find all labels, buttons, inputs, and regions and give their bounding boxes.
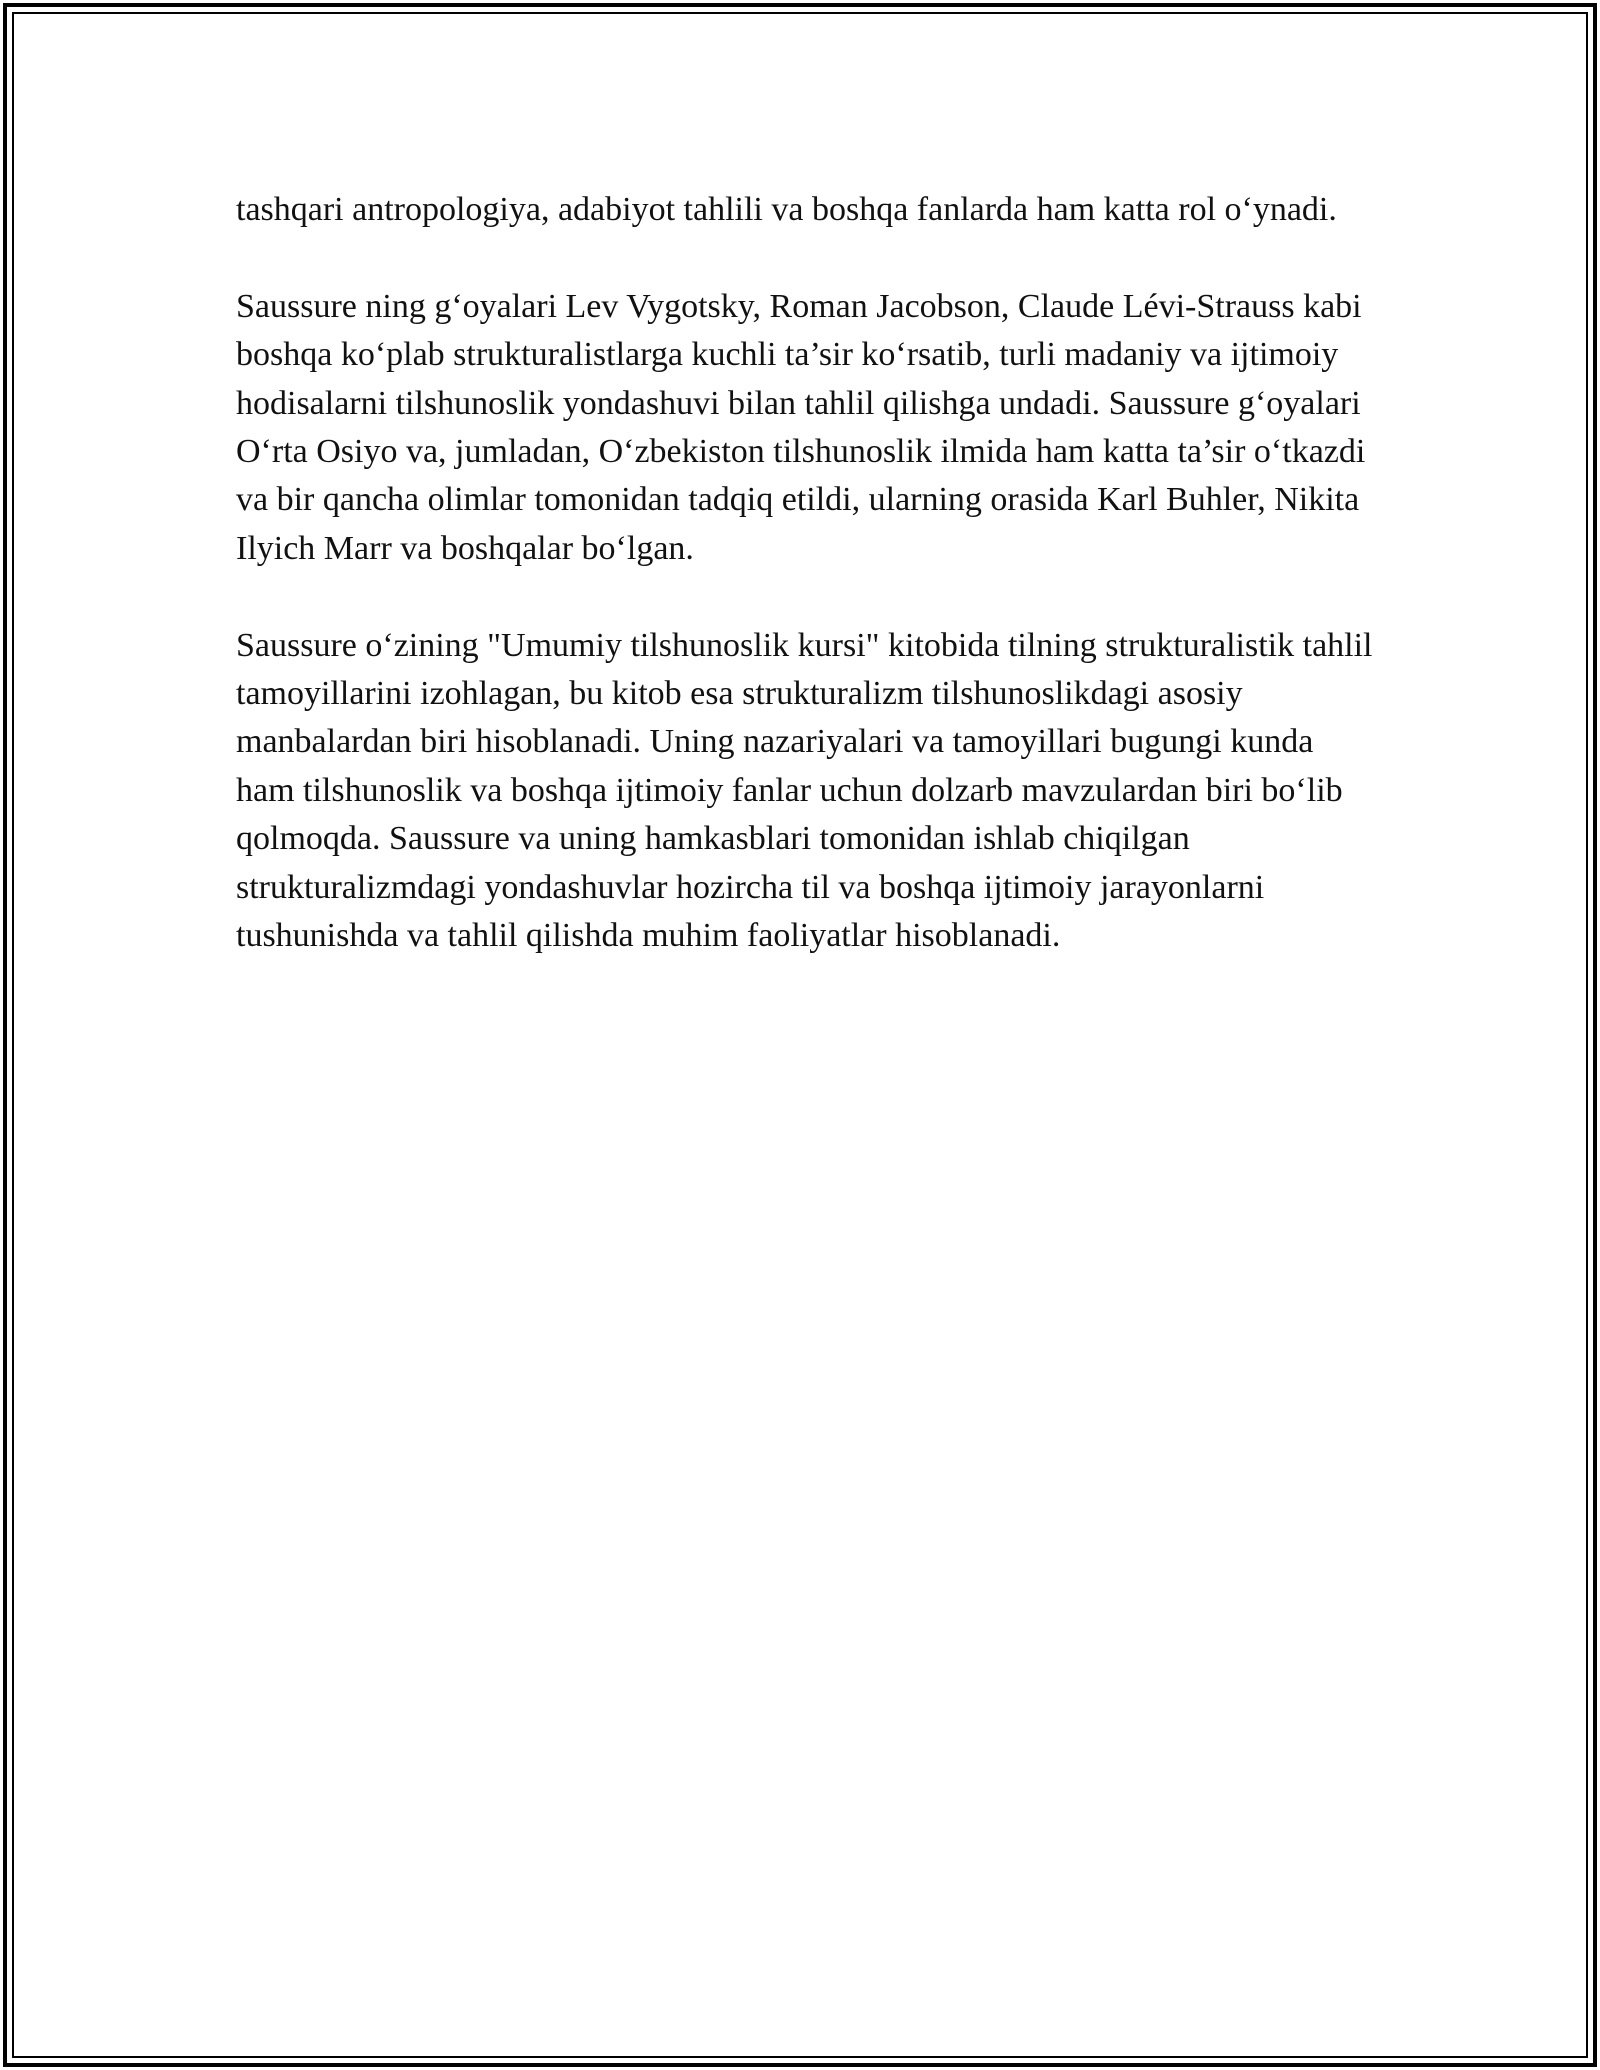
paragraph-3: Saussure o‘zining "Umumiy tilshunoslik kursi" kitobida tilning strukturalistik tahlil tamoyillarini izohlagan, bu kitob esa strukturalizm tilshunoslikdagi asosiy manbalardan biri hisoblanadi. Uning nazariyalari va tamoyillari bugungi kunda ham tilshunoslik va boshqa ijtimoiy fanlar uchun dolzarb mavzulardan biri bo‘lib qolmoqda. Saussure va uning hamkasblari tomonidan ishlab chiqilgan strukturalizmdagi yondashuvlar hozircha til va boshqa ijtimoiy jarayonlarni tushunishda va tahlil qilishda muhim faoliyatlar hisoblanadi. xyxy=(236,626,1373,955)
paragraph-2: Saussure ning g‘oyalari Lev Vygotsky, Roman Jacobson, Claude Lévi-Strauss kabi boshqa ko‘plab strukturalistlarga kuchli ta’sir ko‘rsatib, turli madaniy va ijtimoiy hodisalarni tilshunoslik yondashuvi bilan tahlil qilishga undadi. Saussure g‘oyalari O‘rta Osiyo va, jumladan, O‘zbekiston tilshunoslik ilmida ham katta ta’sir o‘tkazdi va bir qancha olimlar tomonidan tadqiq etildi, ularning orasida Karl Buhler, Nikita Ilyich Marr va boshqalar bo‘lgan. xyxy=(236,287,1366,567)
paragraph-1: tashqari antropologiya, adabiyot tahlili va boshqa fanlarda ham katta rol o‘ynadi. xyxy=(236,191,1337,228)
document-body xyxy=(236,186,1376,1009)
